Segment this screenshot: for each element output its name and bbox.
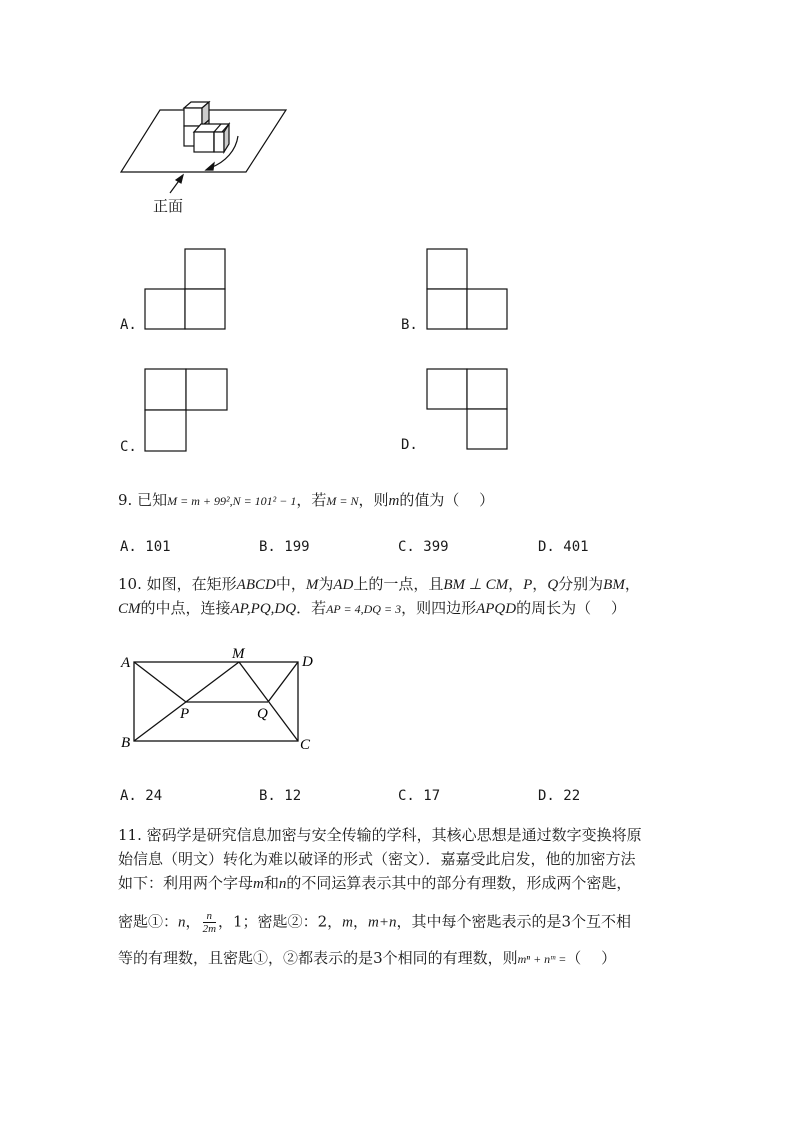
q11-line-5: [118, 948, 616, 969]
seg-dq: [268, 662, 298, 702]
q11-answer-blank: （ ）: [566, 949, 617, 967]
q11-circle-1: ①: [148, 912, 164, 931]
q8-option-c-shape[interactable]: [144, 368, 234, 458]
q8-option-d-letter[interactable]: D.: [401, 437, 418, 453]
q10-stem-line-1: [118, 574, 640, 595]
q9-text-2: ，若: [296, 491, 327, 509]
q11-line-4: [118, 910, 631, 935]
q10-t3: 为: [318, 575, 334, 593]
q11-n: n: [278, 876, 287, 892]
q11-m: m: [253, 876, 264, 892]
plane: [121, 110, 286, 172]
q9-option-c[interactable]: C. 399: [398, 539, 449, 555]
label-a: A: [121, 655, 131, 671]
q10-rectangle-figure: [118, 645, 328, 755]
q11-t4c: ，: [185, 912, 201, 931]
q9-option-d[interactable]: D. 401: [538, 539, 589, 555]
q11-mn-value: m+n: [367, 914, 397, 931]
q10-ad: AD: [333, 577, 354, 593]
q8-option-d-shape[interactable]: [426, 368, 516, 458]
q10-option-d[interactable]: D. 22: [538, 788, 581, 804]
q10-stem-line-2: [118, 598, 626, 619]
q9-option-b[interactable]: B. 199: [259, 539, 310, 555]
q11-t3c: 的不同运算表示其中的部分有理数，形成两个密匙，: [286, 874, 632, 892]
q11-t4d: ，1；密匙: [218, 912, 288, 931]
q10-segments: AP,PQ,DQ: [230, 601, 297, 617]
q10-rect: ABCD: [236, 577, 276, 593]
q9-condition: M = N: [326, 494, 359, 508]
q11-t5a: 等的有理数，且密匙: [118, 949, 254, 967]
cube-front: [194, 124, 229, 152]
q9-option-a[interactable]: A. 101: [120, 539, 171, 555]
front-arrow: [170, 178, 181, 193]
q10-quad: APQD: [476, 601, 517, 617]
q10-option-a[interactable]: A. 24: [120, 788, 163, 804]
q11-circle-2: ②: [287, 912, 303, 931]
q10-t4: 上的一点，且: [353, 575, 444, 593]
q10-given: AP = 4,DQ = 3: [326, 602, 402, 616]
q11-t5d: 个相同的有理数，则: [382, 949, 518, 967]
q10-option-c[interactable]: C. 17: [398, 788, 441, 804]
q8-option-b-shape[interactable]: [426, 248, 516, 338]
q11-t4f: ，: [352, 912, 368, 931]
q11-t4g: ，其中每个密匙表示的是: [396, 912, 562, 931]
q8-option-a-shape[interactable]: [144, 248, 234, 338]
q10-t9: 的中点，连接: [140, 599, 231, 617]
q10-t11: ，则四边形: [401, 599, 477, 617]
q11-number: 11.: [118, 826, 142, 844]
q11-t5b: ，: [268, 949, 284, 967]
q10-cm: CM: [118, 601, 141, 617]
q9-text-4: 的值为（ ）: [399, 491, 495, 509]
q10-t12: 的周长为（ ）: [516, 599, 626, 617]
q11-t3a: 如下：利用两个字母: [118, 874, 254, 892]
q11-three: 3: [561, 912, 572, 931]
q9-number: 9.: [118, 491, 133, 509]
q11-frac-num: n: [203, 910, 216, 923]
q11-fraction: [203, 910, 216, 935]
q11-t3b: 和: [263, 874, 279, 892]
q10-bm: BM: [603, 577, 625, 593]
q10-t1: 如图，在矩形: [146, 575, 237, 593]
q9-given-expression: M = m + 99²,N = 101² − 1: [167, 494, 297, 508]
front-label: 正面: [153, 197, 184, 215]
q11-frac-den: 2m: [202, 923, 217, 935]
label-b: B: [121, 735, 131, 751]
q11-line-2: 始信息（明文）转化为难以破译的形式（密文）．嘉嘉受此启发，他的加密方法: [118, 850, 636, 868]
label-c: C: [300, 737, 311, 753]
q10-t7: 分别为: [558, 575, 604, 593]
q11-t4b: ：: [163, 912, 179, 931]
q8-option-c-letter[interactable]: C.: [120, 439, 137, 455]
q10-point-m: M: [305, 577, 319, 593]
q11-t4e: ：2，: [302, 912, 343, 931]
q11-m-value: m: [342, 914, 353, 931]
q10-t8: ，: [624, 575, 640, 593]
q11-line-3: [118, 873, 631, 894]
q11-circle-1b: ①: [253, 949, 269, 967]
q11-t4h: 个互不相: [571, 912, 632, 931]
q11-line-1: [118, 825, 642, 845]
label-q: Q: [257, 706, 268, 722]
q10-t6: ，: [532, 575, 548, 593]
q9-text-3: ，则: [358, 491, 389, 509]
seg-ap: [134, 662, 186, 702]
label-m: M: [232, 646, 245, 662]
q11-circle-2b: ②: [283, 949, 299, 967]
q11-n-value: n: [178, 914, 186, 931]
q10-t2: 中，: [275, 575, 306, 593]
q11-three-b: 3: [373, 949, 383, 967]
q9-stem: [118, 490, 494, 511]
q10-perp: BM ⊥ CM: [443, 577, 509, 593]
q8-option-b-letter[interactable]: B.: [401, 317, 418, 333]
cube-stack-back: [184, 102, 209, 146]
q9-text-1: 已知: [137, 491, 168, 509]
q9-variable: m: [388, 493, 400, 509]
q11-t4a: 密匙: [118, 912, 149, 931]
label-d: D: [302, 654, 313, 670]
q10-number: 10.: [118, 575, 142, 593]
q10-option-b[interactable]: B. 12: [259, 788, 302, 804]
q10-t10: ．若: [296, 599, 327, 617]
q10-point-q: Q: [547, 577, 559, 593]
q10-point-p: P: [523, 577, 533, 593]
q8-option-a-letter[interactable]: A.: [120, 317, 137, 333]
rotation-arrow: [210, 136, 238, 168]
q11-t5c: 都表示的是: [298, 949, 374, 967]
q10-t5: ，: [508, 575, 524, 593]
q11-text-1: 密码学是研究信息加密与安全传输的学科，其核心思想是通过数字变换将原: [146, 826, 642, 844]
label-p: P: [180, 706, 190, 722]
q11-expression: mⁿ + nᵐ =: [517, 952, 567, 966]
